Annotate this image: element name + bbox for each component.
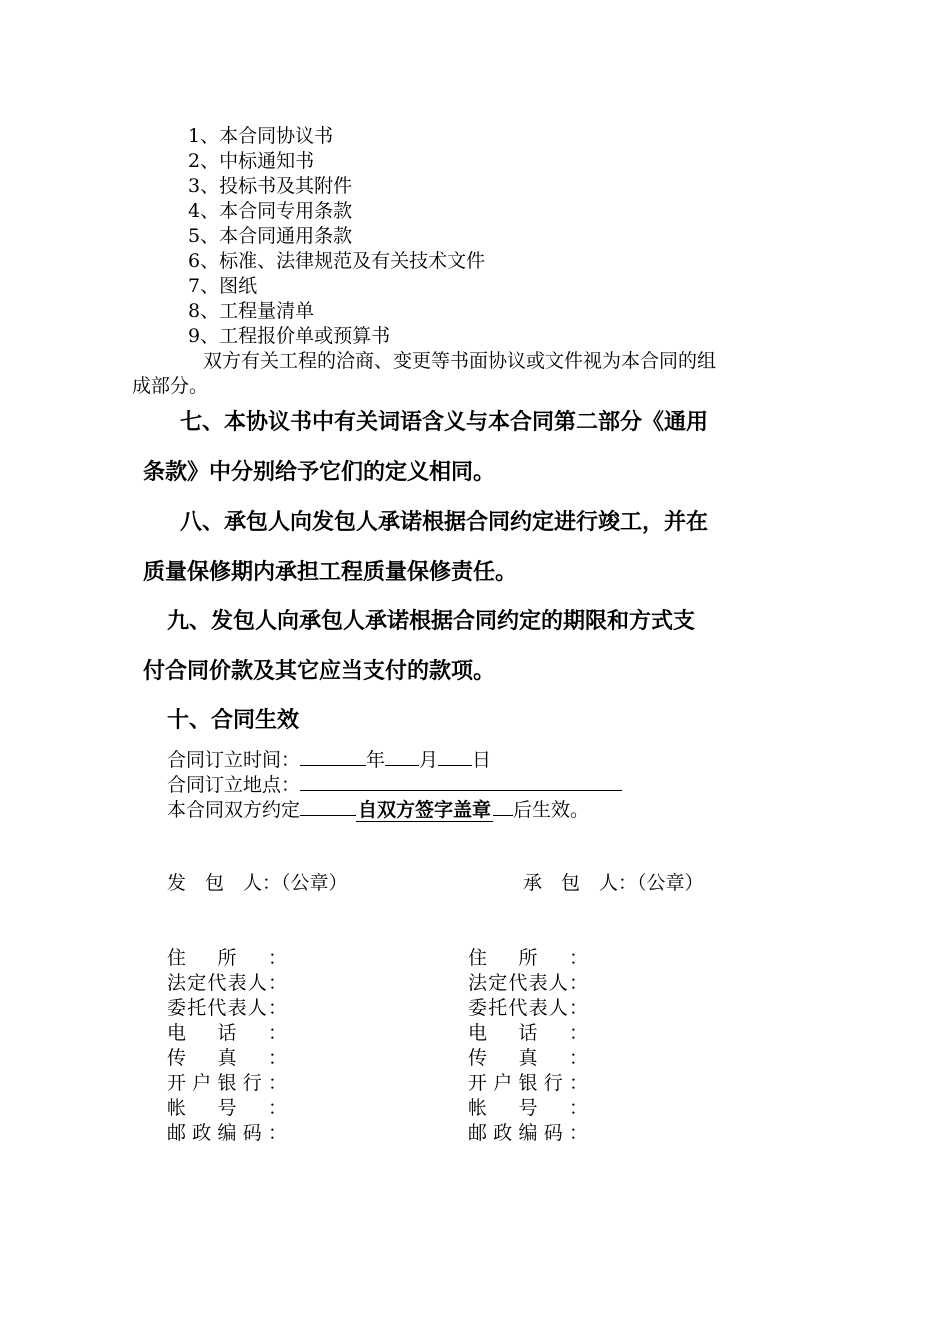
employer-label: 发 包 人：（公章）	[167, 872, 348, 894]
document-item-3: 3、投标书及其附件	[188, 175, 353, 197]
employer-phone-field: 电话：	[167, 1022, 287, 1044]
employer-account-field: 帐号：	[167, 1097, 287, 1119]
contractor-legal-rep-field: 法定代表人：	[468, 972, 588, 994]
employer-address-field: 住所：	[167, 947, 287, 969]
clause-7-line-2: 条款》中分别给予它们的定义相同。	[143, 460, 496, 485]
document-item-7: 7、图纸	[188, 275, 258, 297]
document-item-5: 5、本合同通用条款	[188, 225, 353, 247]
effect-prefix: 本合同双方约定	[167, 799, 301, 821]
clause-8-line-1: 八、承包人向发包人承诺根据合同约定进行竣工，并在	[180, 510, 709, 535]
employer-bank-field: 开户银行：	[167, 1072, 287, 1094]
supplement-line-1: 双方有关工程的洽商、变更等书面协议或文件视为本合同的组	[203, 350, 717, 372]
effect-suffix: 后生效。	[513, 799, 590, 821]
contractor-account-field: 帐号：	[468, 1097, 588, 1119]
month-label: 月	[419, 749, 439, 771]
day-blank[interactable]	[438, 746, 472, 766]
effect-row	[167, 796, 589, 823]
contractor-bank-field: 开户银行：	[468, 1072, 588, 1094]
employer-fax-field: 传真：	[167, 1047, 287, 1069]
effect-condition: 自双方签字盖章	[358, 799, 492, 821]
signing-place-blank[interactable]	[300, 771, 622, 791]
document-item-1: 1、本合同协议书	[188, 125, 334, 147]
signing-time-label: 合同订立时间：	[167, 749, 301, 771]
supplement-line-2: 成部分。	[132, 375, 209, 397]
signing-time-row	[167, 746, 491, 773]
contractor-postcode-field: 邮政编码：	[468, 1122, 588, 1144]
clause-7-line-1: 七、本协议书中有关词语含义与本合同第二部分《通用	[180, 410, 709, 435]
document-item-2: 2、中标通知书	[188, 150, 315, 172]
year-blank[interactable]	[300, 746, 366, 766]
clause-9-line-1: 九、发包人向承包人承诺根据合同约定的期限和方式支	[167, 609, 696, 634]
month-blank[interactable]	[385, 746, 419, 766]
effect-blank-right	[493, 796, 513, 816]
contractor-label: 承 包 人：（公章）	[523, 872, 704, 894]
employer-postcode-field: 邮政编码：	[167, 1122, 287, 1144]
effect-blank-left	[300, 796, 356, 816]
clause-9-line-2: 付合同价款及其它应当支付的款项。	[143, 659, 496, 684]
contractor-agent-field: 委托代表人：	[468, 997, 588, 1019]
day-label: 日	[472, 749, 492, 771]
employer-legal-rep-field: 法定代表人：	[167, 972, 287, 994]
employer-agent-field: 委托代表人：	[167, 997, 287, 1019]
document-item-8: 8、工程量清单	[188, 300, 315, 322]
document-item-9: 9、工程报价单或预算书	[188, 325, 391, 347]
contractor-fax-field: 传真：	[468, 1047, 588, 1069]
document-item-6: 6、标准、法律规范及有关技术文件	[188, 250, 486, 272]
signing-place-label: 合同订立地点：	[167, 774, 301, 796]
contractor-address-field: 住所：	[468, 947, 588, 969]
document-item-4: 4、本合同专用条款	[188, 200, 353, 222]
clause-10-title: 十、合同生效	[167, 708, 300, 733]
year-label: 年	[366, 749, 386, 771]
clause-8-line-2: 质量保修期内承担工程质量保修责任。	[143, 560, 518, 585]
contractor-phone-field: 电话：	[468, 1022, 588, 1044]
signing-place-row	[167, 771, 622, 798]
